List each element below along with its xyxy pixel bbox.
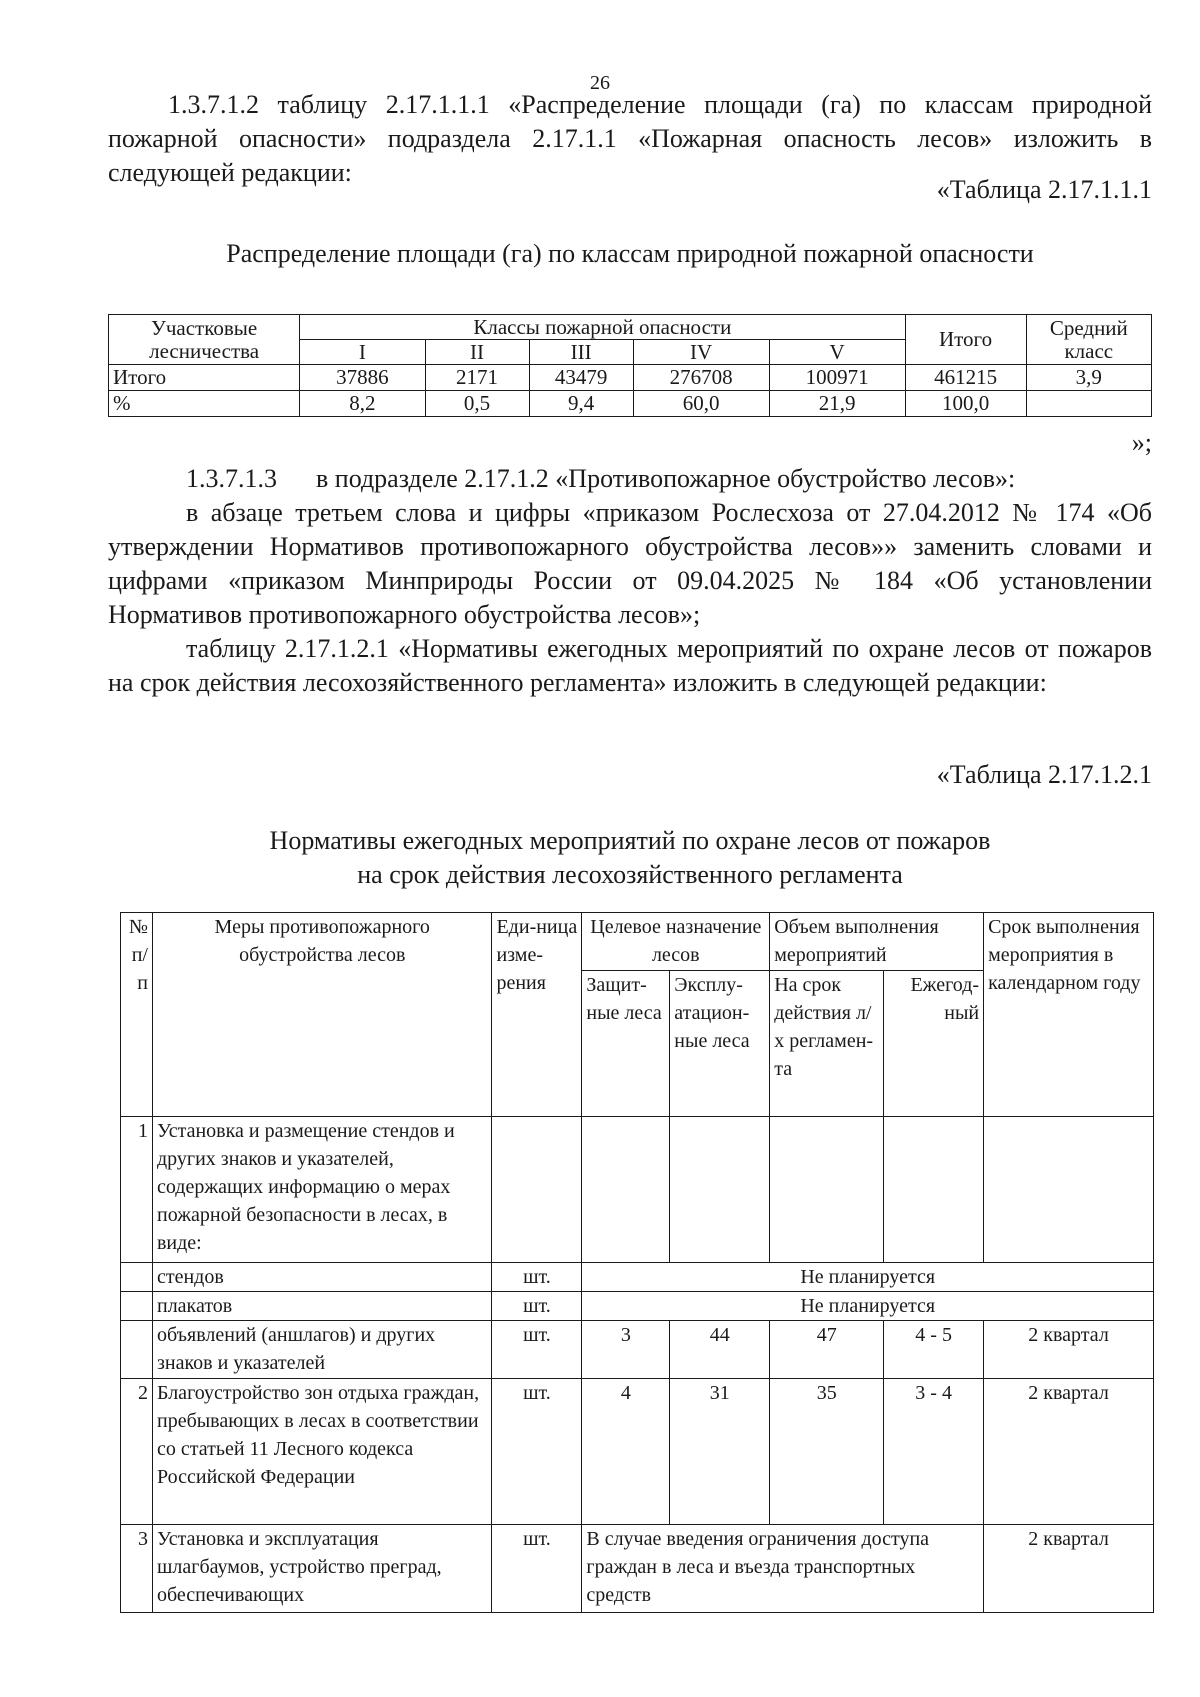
- cell-value: 37886: [300, 365, 425, 391]
- header-protective: Защит-ные леса: [582, 971, 670, 1117]
- header-forestry: Участковые лесничества: [109, 315, 300, 365]
- row-measure: плакатов: [152, 1292, 491, 1321]
- cell-avg: [1026, 391, 1151, 417]
- row-num: 1: [121, 1117, 153, 1263]
- header-volume: Объем выполнения мероприятий: [770, 913, 984, 971]
- row-annual: 3 - 4: [884, 1379, 984, 1525]
- page-number: 26: [590, 72, 610, 94]
- class-label: I: [300, 340, 425, 365]
- row-period: 47: [770, 1321, 884, 1379]
- row-unit: шт.: [492, 1321, 582, 1379]
- header-total: Итого: [905, 315, 1026, 365]
- row-protective: 3: [582, 1321, 670, 1379]
- table-row: [109, 365, 1152, 391]
- header-measures: Меры противопожарного обустройства лесов: [152, 913, 491, 1117]
- section-paragraph-3: таблицу 2.17.1.2.1 «Нормативы ежегодных мероприятий по охране лесов от пожаров на срок действия лесохозяйственного регламента» изложить в следующей редакции:: [108, 634, 1152, 697]
- row-measure: объявлений (аншлагов) и других знаков и указателей: [152, 1321, 491, 1379]
- header-annual: Ежегод-ный: [884, 971, 984, 1117]
- row-num: 2: [121, 1379, 153, 1525]
- cell-value: 9,4: [529, 391, 633, 417]
- table-row: [121, 1525, 1154, 1613]
- class-label: III: [529, 340, 633, 365]
- cell-value: 21,9: [769, 391, 905, 417]
- row-label: Итого: [109, 365, 300, 391]
- table-row: [121, 1117, 1154, 1263]
- header-exploitation: Эксплу-атацион-ные леса: [670, 971, 770, 1117]
- header-unit: Еди-ница изме-рения: [492, 913, 582, 1117]
- table-row: [121, 1263, 1154, 1292]
- row-unit: шт.: [492, 1379, 582, 1525]
- row-annual: 4 - 5: [884, 1321, 984, 1379]
- row-protective: 4: [582, 1379, 670, 1525]
- row-unit: шт.: [492, 1525, 582, 1613]
- cell-total: 100,0: [905, 391, 1026, 417]
- fire-measures-table: [120, 912, 1154, 1613]
- row-merged: Не планируется: [582, 1292, 1154, 1321]
- table2-reference: «Таблица 2.17.1.2.1: [936, 760, 1152, 789]
- row-label: %: [109, 391, 300, 417]
- header-period: На срок действия л/х регламен-та: [770, 971, 884, 1117]
- header-num: № п/п: [121, 913, 153, 1117]
- row-measure: Установка и размещение стендов и других знаков и указателей, содержащих информацию о мерах пожарной безопасности в лесах, в виде:: [152, 1117, 491, 1263]
- table2-title-line2: на срок действия лесохозяйственного регламента: [357, 860, 903, 889]
- row-merged: Не планируется: [582, 1263, 1154, 1292]
- cell-value: 2171: [425, 365, 529, 391]
- row-deadline: 2 квартал: [984, 1379, 1154, 1525]
- intro-paragraph: 1.3.7.1.2 таблицу 2.17.1.1.1 «Распределение площади (га) по классам природной пожарной опасности» подраздела 2.17.1.1 «Пожарная опасность лесов» изложить в следующей редакции:: [108, 90, 1152, 187]
- row-period: 35: [770, 1379, 884, 1525]
- class-label: II: [425, 340, 529, 365]
- table2-title-line1: Нормативы ежегодных мероприятий по охране лесов от пожаров: [269, 826, 991, 855]
- section-paragraph-2: в абзаце третьем слова и цифры «приказом Рослесхоза от 27.04.2012 № 174 «Об утверждении Нормативов противопожарного обустройства лесов»» заменить словами и цифрами «приказом Минприроды России от 09.04.2025 № 184 «Об установлении Нормативов противопожарного обустройства лесов»;: [108, 498, 1152, 629]
- cell-value: 43479: [529, 365, 633, 391]
- cell-value: 100971: [769, 365, 905, 391]
- cell-total: 461215: [905, 365, 1026, 391]
- row-deadline: 2 квартал: [984, 1525, 1154, 1613]
- row-exploitation: 44: [670, 1321, 770, 1379]
- fire-class-table: [108, 314, 1152, 417]
- table-row: [121, 1321, 1154, 1379]
- header-purpose: Целевое назначение лесов: [582, 913, 770, 971]
- row-num: 3: [121, 1525, 153, 1613]
- cell-value: 8,2: [300, 391, 425, 417]
- table-row: [121, 1379, 1154, 1525]
- table-row: [121, 1292, 1154, 1321]
- table1-title: Распределение площади (га) по классам природной пожарной опасности: [226, 239, 1034, 268]
- row-exploitation: 31: [670, 1379, 770, 1525]
- table1-reference: «Таблица 2.17.1.1.1: [936, 175, 1152, 204]
- row-unit: шт.: [492, 1292, 582, 1321]
- row-measure: стендов: [152, 1263, 491, 1292]
- header-avg-class: Средний класс: [1026, 315, 1151, 365]
- section-paragraph-1: 1.3.7.1.3 в подразделе 2.17.1.2 «Противопожарное обустройство лесов»:: [186, 464, 1016, 493]
- cell-value: 60,0: [633, 391, 769, 417]
- class-label: IV: [633, 340, 769, 365]
- table1-closing: »;: [1131, 428, 1152, 457]
- class-label: V: [769, 340, 905, 365]
- row-deadline: 2 квартал: [984, 1321, 1154, 1379]
- cell-value: 276708: [633, 365, 769, 391]
- row-merged: В случае введения ограничения доступа граждан в леса и въезда транспортных средств: [582, 1525, 984, 1613]
- table-row: [109, 391, 1152, 417]
- row-measure: Благоустройство зон отдыха граждан, пребывающих в лесах в соответствии со статьей 11 Лесного кодекса Российской Федерации: [152, 1379, 491, 1525]
- header-classes: Классы пожарной опасности: [300, 315, 905, 340]
- row-unit: шт.: [492, 1263, 582, 1292]
- header-deadline: Срок выполнения мероприятия в календарном году: [984, 913, 1154, 1117]
- row-measure: Установка и эксплуатация шлагбаумов, устройство преград, обеспечивающих: [152, 1525, 491, 1613]
- cell-value: 0,5: [425, 391, 529, 417]
- cell-avg: 3,9: [1026, 365, 1151, 391]
